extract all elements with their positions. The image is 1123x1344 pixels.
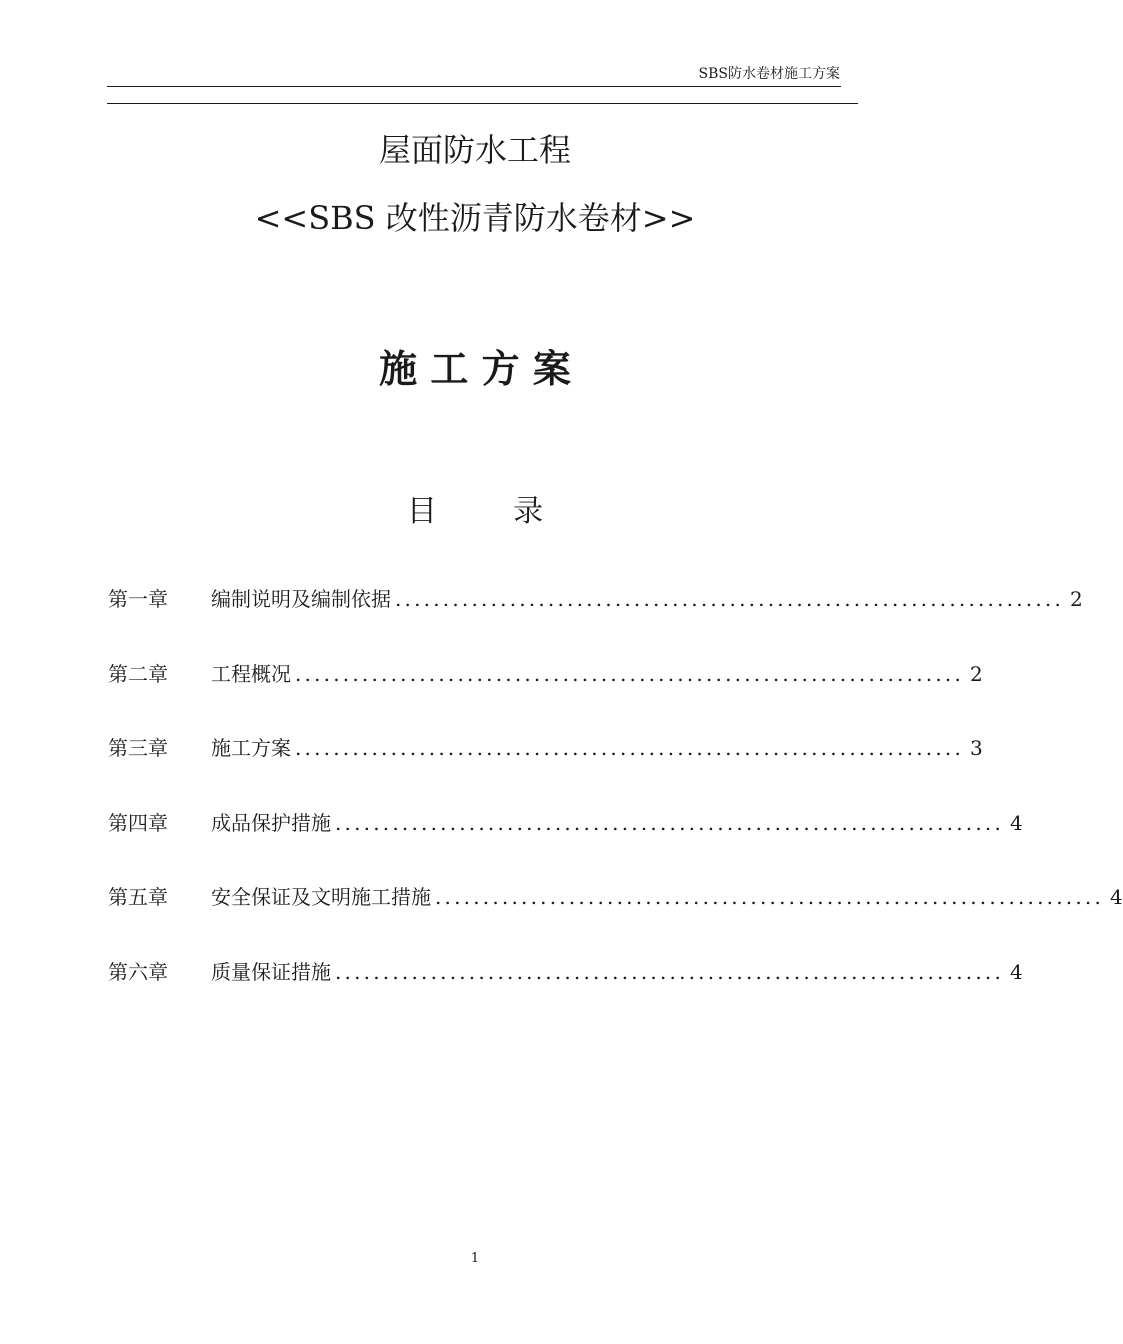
document-main-title: 施 工 方 案 <box>379 347 571 391</box>
toc-entry-chapter-3[interactable] <box>108 733 983 763</box>
toc-entry-chapter-1[interactable] <box>108 584 1083 614</box>
toc-entry-chapter-6[interactable] <box>108 957 1023 987</box>
toc-page-number: 4 <box>1010 959 1023 984</box>
toc-dot-leader: ...................................................................... <box>435 885 1105 910</box>
header-rule-bottom <box>107 103 858 104</box>
toc-chapter-number: 第六章 <box>108 959 168 984</box>
toc-page-number: 2 <box>970 661 983 686</box>
project-title: 屋面防水工程 <box>378 131 571 169</box>
toc-chapter-title: 质量保证措施 <box>211 959 331 984</box>
toc-entry-chapter-2[interactable] <box>108 659 983 689</box>
toc-page-number: 4 <box>1110 885 1123 910</box>
toc-entry-chapter-5[interactable] <box>108 882 1123 912</box>
toc-page-number: 3 <box>970 736 983 761</box>
toc-entry-chapter-4[interactable] <box>108 808 1023 838</box>
toc-chapter-title: 编制说明及编制依据 <box>211 587 391 611</box>
toc-page-number: 4 <box>1010 810 1023 835</box>
toc-chapter-number: 第四章 <box>108 810 168 835</box>
material-subtitle: <<SBS 改性沥青防水卷材>> <box>254 199 696 237</box>
toc-chapter-number: 第三章 <box>108 736 168 761</box>
toc-heading: 目 录 <box>406 494 544 529</box>
toc-chapter-title: 施工方案 <box>211 736 291 761</box>
toc-chapter-title: 工程概况 <box>211 661 291 686</box>
header-rule-top <box>107 86 841 87</box>
running-header: SBS防水卷材施工方案 <box>698 66 840 82</box>
toc-dot-leader: ...................................................................... <box>335 959 1005 984</box>
table-of-contents <box>108 584 1123 1032</box>
toc-chapter-number: 第二章 <box>108 661 168 686</box>
toc-chapter-number: 第一章 <box>108 587 168 611</box>
toc-chapter-number: 第五章 <box>108 885 168 910</box>
toc-dot-leader: ...................................................................... <box>295 661 965 686</box>
toc-dot-leader: ...................................................................... <box>335 810 1005 835</box>
toc-chapter-title: 安全保证及文明施工措施 <box>211 885 431 910</box>
toc-chapter-title: 成品保护措施 <box>211 810 331 835</box>
toc-page-number: 2 <box>1070 587 1083 611</box>
toc-dot-leader: ...................................................................... <box>395 587 1065 611</box>
toc-dot-leader: ...................................................................... <box>295 736 965 761</box>
page-footer-number: 1 <box>470 1251 480 1266</box>
